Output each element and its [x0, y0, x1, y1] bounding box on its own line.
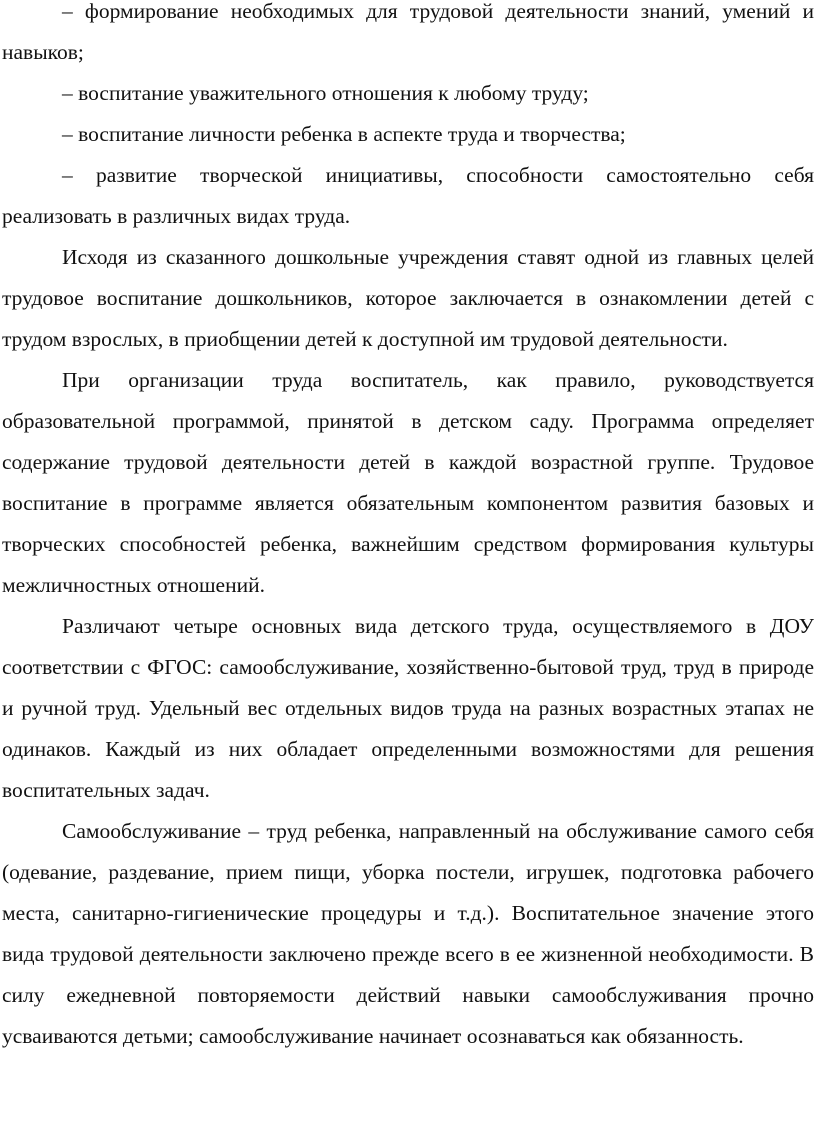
paragraph-self-service: Самообслуживание – труд ребенка, направленный на обслуживание самого себя (одевание, раздевание, прием пищи, уборка постели, игрушек, подготовка рабочего места, санитарно-гигиенические процедуры и т.д.). Воспитательное значение этого вида трудовой деятельности заключено прежде всего в ее жизненной необходимости. В силу ежедневной повторяемости действий навыки самообслуживания прочно усваиваются детьми; самообслуживание начинает осознаваться как обязанность. [2, 819, 814, 1048]
paragraph-goal-personality: – воспитание личности ребенка в аспекте труда и творчества; [62, 122, 626, 146]
paragraph-educator-program: При организации труда воспитатель, как правило, руководствуется образовательной программой, принятой в детском саду. Программа определяет содержание трудовой деятельности детей в каждой возрастной группе. Трудовое воспитание в программе является обязательным компонентом развития базовых и творческих способностей ребенка, важнейшим средством формирования культуры межличностных отношений. [2, 368, 814, 597]
paragraph-preschool-goals: Исходя из сказанного дошкольные учреждения ставят одной из главных целей трудовое воспитание дошкольников, которое заключается в ознакомлении детей с трудом взрослых, в приобщении детей к доступной им трудовой деятельности. [2, 245, 814, 351]
paragraph-goal-knowledge-skills: – формирование необходимых для трудовой деятельности знаний, умений и навыков; [2, 0, 814, 64]
paragraph-types-of-labor: Различают четыре основных вида детского труда, осуществляемого в ДОУ соответствии с ФГОС: самообслуживание, хозяйственно-бытовой труд, труд в природе и ручной труд. Удельный вес отдельных видов труда на разных возрастных этапах не одинаков. Каждый из них обладает определенными возможностями для решения воспитательных задач. [2, 614, 814, 802]
paragraph-goal-initiative: – развитие творческой инициативы, способности самостоятельно себя реализовать в различных видах труда. [2, 163, 814, 228]
paragraph-goal-respect-for-work: – воспитание уважительного отношения к любому труду; [62, 81, 589, 105]
